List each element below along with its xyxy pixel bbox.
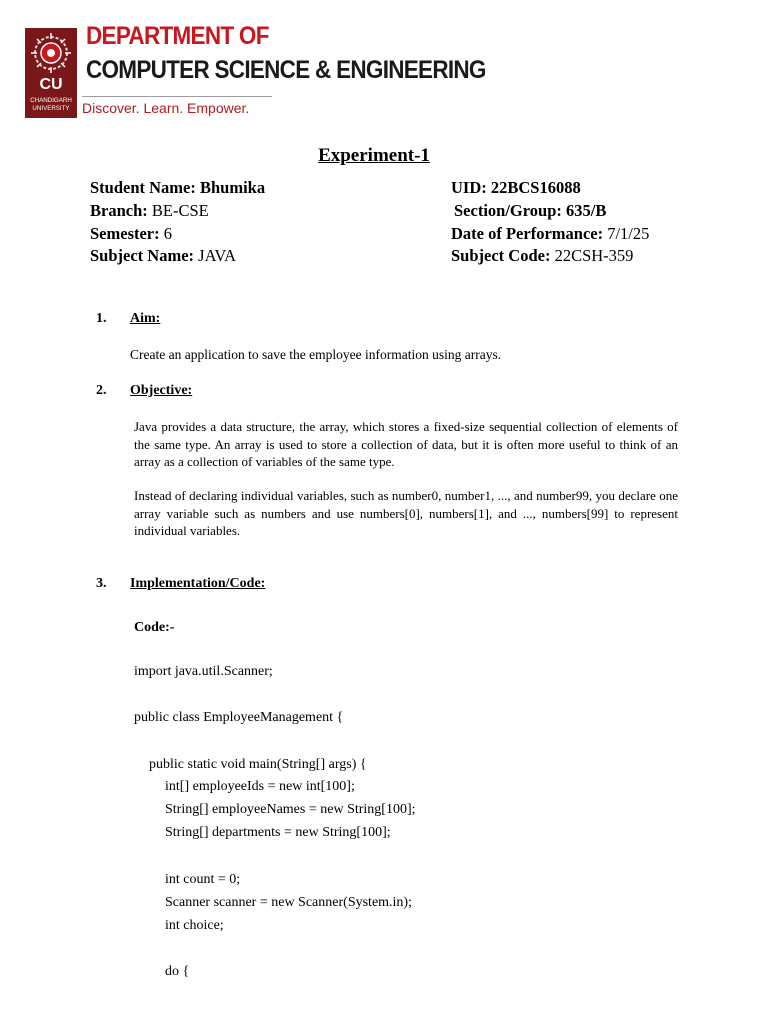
branch-label: Branch: [90,201,148,220]
section-value: 635/B [566,201,607,220]
tagline: Discover. Learn. Empower. [82,100,250,116]
subject-name-value: JAVA [198,246,237,265]
semester-value: 6 [163,224,173,243]
university-logo [25,28,77,118]
aim-heading: Aim: [130,311,161,326]
department-title-line2: COMPUTER SCIENCE & ENGINEERING [86,56,486,84]
code-line: String[] employeeNames = new String[100]; [165,802,416,817]
implementation-number: 3. [96,576,107,591]
student-name-row [90,177,265,199]
date-row [451,223,649,245]
logo-university-text [25,97,77,112]
aim-number: 1. [96,311,107,326]
code-line: String[] departments = new String[100]; [165,825,391,840]
date-label: Date of Performance: [451,224,604,243]
branch-value: BE-CSE [151,201,209,220]
semester-label: Semester: [90,224,160,243]
code-line: import java.util.Scanner; [134,664,273,679]
objective-heading: Objective: [130,383,193,398]
subject-code-value: 22CSH-359 [554,246,634,265]
uid-value: 22BCS16088 [490,178,581,197]
uid-label: UID: [451,178,487,197]
date-value: 7/1/25 [607,224,650,243]
subject-name-row [90,245,236,267]
logo-university-line2: UNIVERSITY [32,104,70,112]
subject-code-row [451,245,633,267]
student-name-label: Student Name: [90,178,196,197]
code-label: Code:- [134,620,175,635]
logo-cu-text: CU [39,76,63,93]
code-line: do { [165,964,190,979]
code-line: public static void main(String[] args) { [149,757,367,772]
code-line: int choice; [165,918,224,933]
semester-row [90,223,172,245]
department-title-line1: DEPARTMENT OF [86,22,269,50]
implementation-heading: Implementation/Code: [130,576,266,591]
code-line: public class EmployeeManagement { [134,710,344,725]
code-line: int count = 0; [165,872,241,887]
code-line: int[] employeeIds = new int[100]; [165,779,355,794]
aim-text: Create an application to save the employee information using arrays. [130,347,502,362]
emblem-icon [29,31,73,75]
objective-paragraph-2: Instead of declaring individual variables, such as number0, number1, ..., and number99, you declare one array variable such as numbers and use numbers[0], numbers[1], and ..., numbers[99] to represent individual variables. [134,488,678,538]
subject-code-label: Subject Code: [451,246,551,265]
experiment-title: Experiment-1 [318,145,430,166]
branch-row [90,200,209,222]
subject-name-label: Subject Name: [90,246,195,265]
section-label: Section/Group: [454,201,562,220]
logo-university-line1: CHANDIGARH [30,97,72,104]
objective-paragraph-1: Java provides a data structure, the array, which stores a fixed-size sequential collection of elements of the same type. An array is used to store a collection of data, but it is often more useful to think of an array as a collection of variables of the same type. [134,419,678,469]
student-name-value: Bhumika [200,178,266,197]
uid-row [451,177,581,199]
code-line: Scanner scanner = new Scanner(System.in); [165,895,412,910]
section-row [454,200,606,222]
header-divider [82,96,272,97]
objective-number: 2. [96,383,107,398]
